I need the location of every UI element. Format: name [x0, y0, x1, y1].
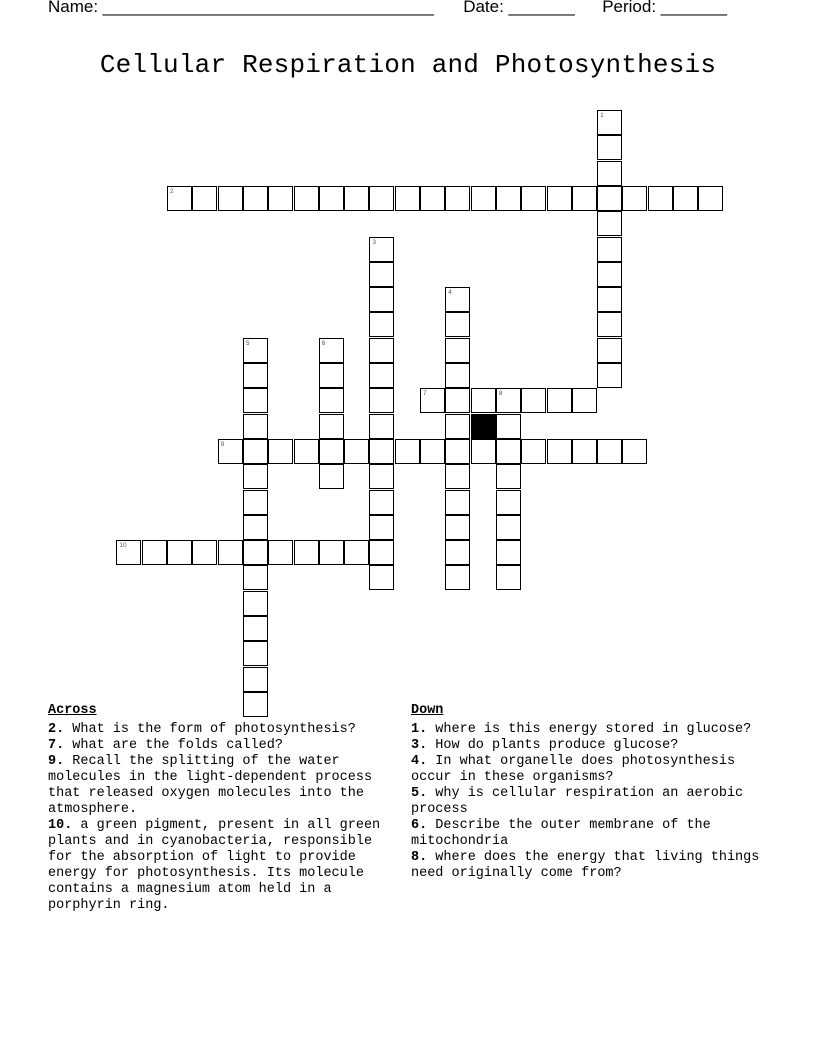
crossword-cell[interactable] — [369, 237, 394, 262]
down-clue — [411, 786, 767, 818]
across-clue — [48, 818, 404, 914]
crossword-cell[interactable] — [597, 161, 622, 186]
crossword-cell[interactable] — [243, 338, 268, 363]
crossword-cell[interactable] — [369, 464, 394, 489]
down-clue — [411, 754, 767, 786]
crossword-cell[interactable] — [471, 186, 496, 211]
page-title: Cellular Respiration and Photosynthesis — [99, 50, 717, 80]
down-clues — [411, 703, 767, 882]
crossword-cell[interactable] — [521, 439, 546, 464]
down-clue — [411, 818, 767, 850]
clue-text: In what organelle does photosynthesis occur in these organisms? — [411, 754, 736, 785]
clue-number: 10 — [119, 542, 127, 550]
clue-number: 8 — [498, 390, 503, 398]
clue-label: 7. — [48, 738, 65, 753]
crossword-cell[interactable] — [167, 186, 192, 211]
crossword-cell[interactable] — [496, 439, 521, 464]
crossword-cell[interactable] — [445, 515, 470, 540]
clue-text: What is the form of photosynthesis? — [64, 722, 356, 737]
crossword-cell[interactable] — [369, 388, 394, 413]
clue-label: 4. — [411, 754, 428, 769]
crossword-cell[interactable] — [218, 186, 243, 211]
clue-label: 1. — [411, 722, 428, 737]
clue-label: 3. — [411, 738, 428, 753]
crossword-cell[interactable] — [218, 439, 243, 464]
across-clue — [48, 738, 404, 754]
crossword-cell[interactable] — [622, 439, 647, 464]
clue-number: 6 — [321, 339, 326, 347]
clue-text: where does the energy that living things need originally come from? — [411, 850, 760, 881]
crossword-cell[interactable] — [698, 186, 723, 211]
crossword-cell[interactable] — [243, 667, 268, 692]
crossword-cell[interactable] — [319, 388, 344, 413]
crossword-cell[interactable] — [597, 338, 622, 363]
down-clue — [411, 738, 767, 754]
crossword-cell[interactable] — [496, 464, 521, 489]
crossword-cell[interactable] — [243, 540, 268, 565]
crossword-cell[interactable] — [597, 135, 622, 160]
date-field[interactable]: Date: _______ — [463, 0, 575, 16]
crossword-cell[interactable] — [673, 186, 698, 211]
crossword-cell[interactable] — [369, 287, 394, 312]
clue-number: 2 — [170, 187, 174, 195]
crossword-cell[interactable] — [496, 565, 521, 590]
crossword-cell[interactable] — [243, 414, 268, 439]
crossword-cell[interactable] — [369, 565, 394, 590]
crossword-cell[interactable] — [369, 262, 394, 287]
crossword-cell[interactable] — [369, 439, 394, 464]
crossword-cell[interactable] — [445, 414, 470, 439]
clue-label: 5. — [411, 786, 428, 801]
crossword-cell[interactable] — [496, 186, 521, 211]
crossword-cell[interactable] — [369, 414, 394, 439]
crossword-cell[interactable] — [445, 312, 470, 337]
crossword-cell[interactable] — [369, 540, 394, 565]
crossword-cell[interactable] — [471, 439, 496, 464]
crossword-cell[interactable] — [597, 237, 622, 262]
crossword-cell[interactable] — [243, 464, 268, 489]
crossword-cell[interactable] — [395, 439, 420, 464]
crossword-cell[interactable] — [496, 414, 521, 439]
crossword-cell[interactable] — [319, 540, 344, 565]
crossword-cell[interactable] — [597, 211, 622, 236]
down-clue — [411, 722, 767, 738]
clue-text: How do plants produce glucose? — [427, 738, 679, 753]
clue-number: 9 — [220, 440, 225, 448]
crossword-cell[interactable] — [547, 186, 572, 211]
crossword-cell[interactable] — [243, 641, 268, 666]
period-field[interactable]: Period: _______ — [602, 0, 727, 16]
crossword-cell[interactable] — [597, 312, 622, 337]
clue-text: Describe the outer membrane of the mitochondria — [411, 818, 711, 849]
crossword-cell[interactable] — [319, 414, 344, 439]
crossword-cell[interactable] — [192, 540, 217, 565]
crossword-cell[interactable] — [597, 439, 622, 464]
clue-number: 1 — [600, 112, 604, 119]
crossword-cell[interactable] — [243, 186, 268, 211]
crossword-cell[interactable] — [319, 439, 344, 464]
crossword-cell[interactable] — [597, 110, 622, 135]
crossword-cell[interactable] — [395, 186, 420, 211]
crossword-cell[interactable] — [243, 565, 268, 590]
crossword-cell[interactable] — [243, 490, 268, 515]
crossword-cell[interactable] — [496, 490, 521, 515]
crossword-cell[interactable] — [445, 186, 470, 211]
blocked-cell — [471, 414, 496, 439]
crossword-cell[interactable] — [622, 186, 647, 211]
crossword-cell[interactable] — [243, 591, 268, 616]
crossword-cell[interactable] — [496, 515, 521, 540]
clue-text: where is this energy stored in glucose? — [427, 722, 752, 737]
crossword-cell[interactable] — [319, 464, 344, 489]
crossword-cell[interactable] — [369, 515, 394, 540]
crossword-cell[interactable] — [344, 540, 369, 565]
crossword-cell[interactable] — [547, 439, 572, 464]
crossword-cell[interactable] — [496, 388, 521, 413]
crossword-cell[interactable] — [445, 439, 470, 464]
crossword-cell[interactable] — [294, 439, 319, 464]
crossword-cell[interactable] — [597, 186, 622, 211]
crossword-cell[interactable] — [243, 439, 268, 464]
crossword-cell[interactable] — [243, 388, 268, 413]
clue-text: a green pigment, present in all green plants and in cyanobacteria, responsible for the absorption of light to provide energy for photosynthesis. Its molecule contains a magnesium atom held in a porphyrin ring. — [48, 818, 381, 913]
crossword-cell[interactable] — [445, 565, 470, 590]
across-clues — [48, 703, 404, 914]
crossword-cell[interactable] — [319, 363, 344, 388]
crossword-cell[interactable] — [445, 490, 470, 515]
crossword-cell[interactable] — [445, 363, 470, 388]
crossword-cell[interactable] — [597, 262, 622, 287]
clue-number: 7 — [423, 390, 427, 398]
crossword-cell[interactable] — [243, 616, 268, 641]
crossword-cell[interactable] — [521, 186, 546, 211]
crossword-cell[interactable] — [572, 186, 597, 211]
crossword-cell[interactable] — [167, 540, 192, 565]
crossword-cell[interactable] — [572, 439, 597, 464]
crossword-cell[interactable] — [142, 540, 167, 565]
clue-label: 10. — [48, 818, 73, 833]
crossword-cell[interactable] — [369, 490, 394, 515]
crossword-cell[interactable] — [243, 363, 268, 388]
crossword-cell[interactable] — [420, 186, 445, 211]
crossword-cell[interactable] — [420, 439, 445, 464]
clue-text: Recall the splitting of the water molecules in the light-dependent process that released oxygen molecules into the atmosphere. — [48, 754, 373, 817]
down-clue — [411, 850, 767, 882]
crossword-cell[interactable] — [369, 363, 394, 388]
crossword-cell[interactable] — [521, 388, 546, 413]
clue-text: what are the folds called? — [64, 738, 283, 753]
crossword-cell[interactable] — [218, 540, 243, 565]
crossword-cell[interactable] — [597, 363, 622, 388]
crossword-cell[interactable] — [445, 388, 470, 413]
crossword-cell[interactable] — [445, 464, 470, 489]
clue-text: why is cellular respiration an aerobic process — [411, 786, 744, 817]
crossword-cell[interactable] — [471, 388, 496, 413]
crossword-cell[interactable] — [319, 338, 344, 363]
crossword-cell[interactable] — [597, 287, 622, 312]
crossword-cell[interactable] — [496, 540, 521, 565]
down-heading: Down — [411, 703, 444, 718]
crossword-cell[interactable] — [369, 312, 394, 337]
crossword-cell[interactable] — [294, 540, 319, 565]
crossword-cell[interactable] — [116, 540, 141, 565]
across-clue — [48, 722, 404, 738]
across-heading: Across — [48, 703, 97, 718]
crossword-cell[interactable] — [319, 186, 344, 211]
crossword-cell[interactable] — [243, 515, 268, 540]
clue-number: 5 — [245, 339, 250, 347]
clue-label: 2. — [48, 722, 65, 737]
crossword-cell[interactable] — [294, 186, 319, 211]
crossword-cell[interactable] — [369, 186, 394, 211]
crossword-cell[interactable] — [445, 287, 470, 312]
crossword-cell[interactable] — [344, 186, 369, 211]
across-clue — [48, 754, 404, 818]
crossword-cell[interactable] — [268, 439, 293, 464]
crossword-cell[interactable] — [344, 439, 369, 464]
crossword-cell[interactable] — [445, 540, 470, 565]
clue-label: 6. — [411, 818, 428, 833]
crossword-cell[interactable] — [268, 186, 293, 211]
crossword-cell[interactable] — [445, 338, 470, 363]
crossword-cell[interactable] — [648, 186, 673, 211]
crossword-cell[interactable] — [268, 540, 293, 565]
crossword-cell[interactable] — [369, 338, 394, 363]
clue-label: 9. — [48, 754, 65, 769]
crossword-cell[interactable] — [572, 388, 597, 413]
clue-label: 8. — [411, 850, 428, 865]
crossword-cell[interactable] — [547, 388, 572, 413]
clue-number: 3 — [372, 238, 377, 246]
name-field[interactable]: Name: ___________________________________ — [48, 0, 434, 16]
crossword-cell[interactable] — [420, 388, 445, 413]
clue-number: 4 — [448, 289, 452, 297]
crossword-cell[interactable] — [192, 186, 217, 211]
